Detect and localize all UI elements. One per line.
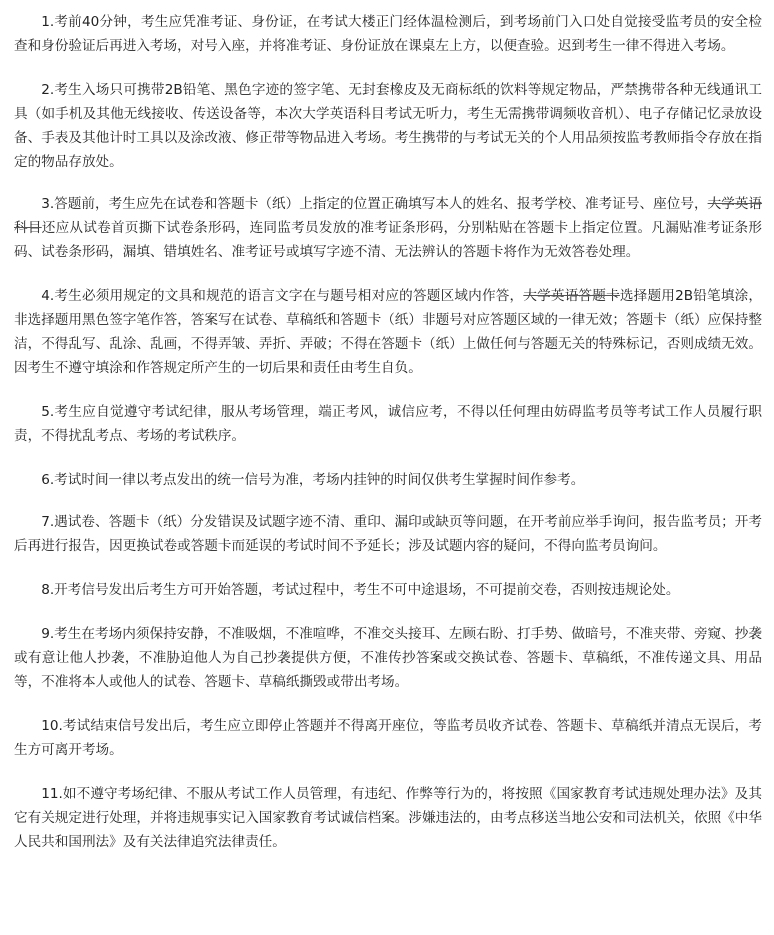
rule-7: 7.遇试卷、答题卡（纸）分发错误及试题字迹不清、重印、漏印或缺页等问题，在开考前应举手询问，报告监考员；开考后再进行报告，因更换试卷或答题卡而延误的考试时间不予延长；涉及试题内容的疑问，不得向监考员询问。 [14,514,762,554]
rule-11: 11.如不遵守考场纪律、不服从考试工作人员管理，有违纪、作弊等行为的，将按照《国家教育考试违规处理办法》及其它有关规定进行处理，并将违规事实记入国家教育考试诚信档案。涉嫌违法的，由考点移送当地公安和司法机关，依照《中华人民共和国刑法》及有关法律追究法律责任。 [14,786,762,850]
rule-4-part-a: 4.考生必须用规定的文具和规范的语言文字在与题号相对应的答题区域内作答， [41,288,524,304]
rule-9: 9.考生在考场内须保持安静，不准吸烟，不准喧哗，不准交头接耳、左顾右盼、打手势、做暗号，不准夹带、旁窥、抄袭或有意让他人抄袭，不准胁迫他人为自己抄袭提供方便，不准传抄答案或交换试卷、答题卡、草稿纸，不准传递文具、用品等，不准将本人或他人的试卷、答题卡、草稿纸撕毁或带出考场。 [14,626,762,690]
rule-3-part-a: 3.答题前，考生应先在试卷和答题卡（纸）上指定的位置正确填写本人的姓名、报考学校、准考证号、座位号， [41,196,708,212]
rule-3-struck-subject: 大学英语科目 [14,196,763,236]
rule-2: 2.考生入场只可携带2B铅笔、黑色字迹的签字笔、无封套橡皮及无商标纸的饮料等规定物品，严禁携带各种无线通讯工具（如手机及其他无线接收、传送设备等，本次大学英语科目考试无听力，考生无需携带调频收音机）、电子存储记忆录放设备、手表及其他计时工具以及涂改液、修正带等物品进入考场。考生携带的与考试无关的个人用品须按监考教师指令存放在指定的物品存放处。 [14,82,762,170]
rule-10: 10.考试结束信号发出后，考生应立即停止答题并不得离开座位，等监考员收齐试卷、答题卡、草稿纸并清点无误后，考生方可离开考场。 [14,718,762,758]
rule-4-struck-answer-card: 大学英语答题卡 [523,288,620,304]
rule-4 [14,284,762,380]
rule-8: 8.开考信号发出后考生方可开始答题，考试过程中，考生不可中途退场，不可提前交卷，否则按违规论处。 [41,582,680,598]
rule-6: 6.考试时间一律以考点发出的统一信号为准，考场内挂钟的时间仅供考生掌握时间作参考。 [41,472,585,488]
rule-5: 5.考生应自觉遵守考试纪律，服从考场管理，端正考风，诚信应考，不得以任何理由妨碍监考员等考试工作人员履行职责，不得扰乱考点、考场的考试秩序。 [14,404,762,444]
rule-1: 1.考前40分钟，考生应凭准考证、身份证，在考试大楼正门经体温检测后，到考场前门入口处自觉接受监考员的安全检查和身份验证后再进入考场，对号入座，并将准考证、身份证放在课桌左上方，以便查验。迟到考生一律不得进入考场。 [14,14,762,54]
rule-3 [14,192,762,264]
rule-4-part-c: 选择题用2B铅笔填涂，非选择题用黑色签字笔作答，答案写在试卷、草稿纸和答题卡（纸）非题号对应答题区域的一律无效；答题卡（纸）应保持整洁，不得乱写、乱涂、乱画，不得弄皱、弄折、弄破；不得在答题卡（纸）上做任何与答题无关的特殊标记，否则成绩无效。因考生不遵守填涂和作答规定所产生的一切后果和责任由考生自负。 [14,288,763,376]
rule-3-part-c: 还应从试卷首页撕下试卷条形码，连同监考员发放的准考证条形码，分别粘贴在答题卡上指定位置。凡漏贴准考证条形码、试卷条形码，漏填、错填姓名、准考证号或填写字迹不清、无法辨认的答题卡将作为无效答卷处理。 [14,220,763,260]
